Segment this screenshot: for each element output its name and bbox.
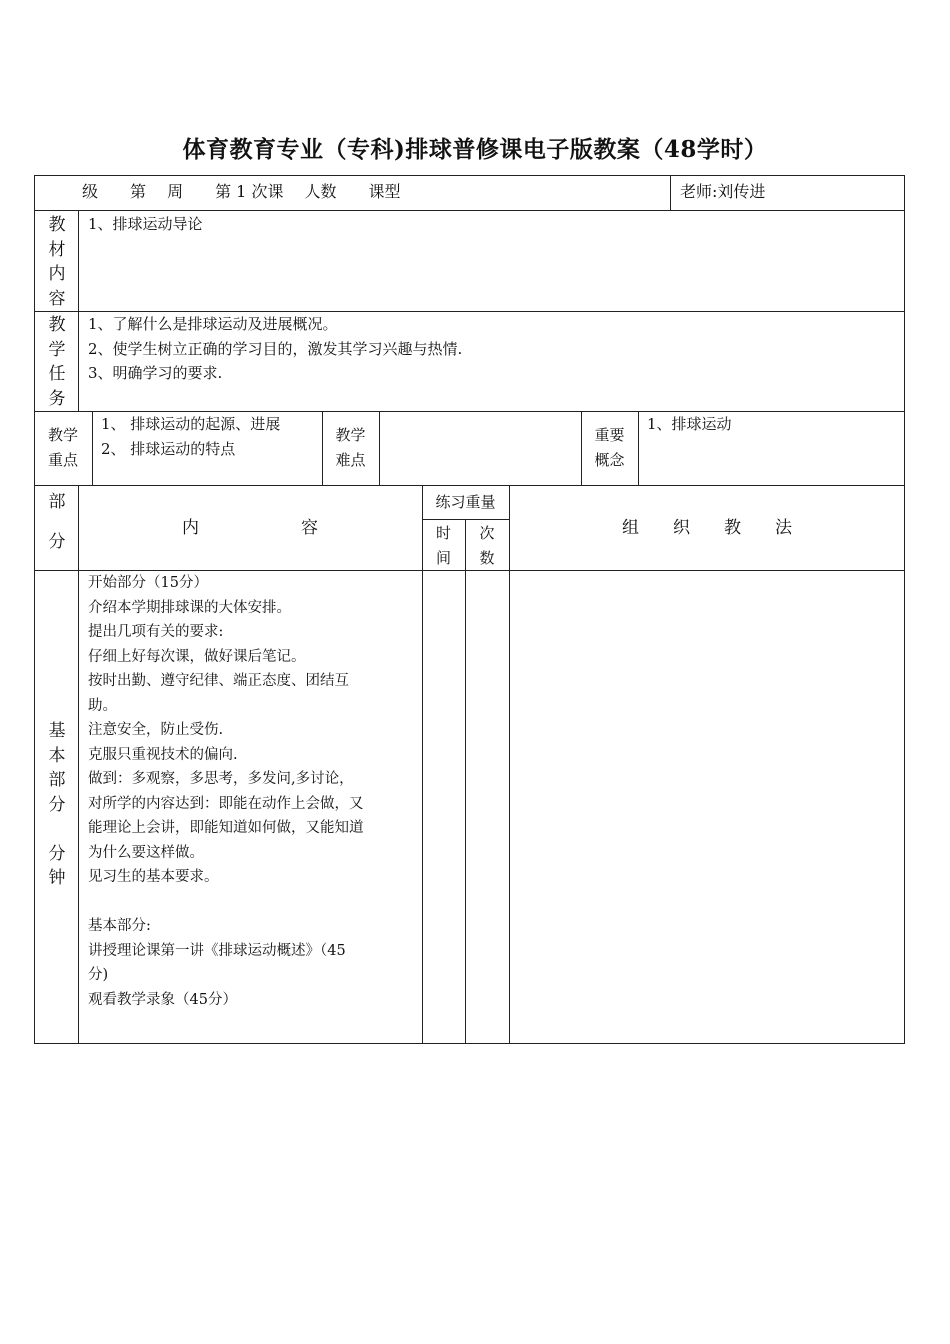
col-divider [92,411,93,485]
content-line: 介绍本学期排球课的大体安排。 [88,599,291,616]
col-divider [379,411,380,485]
task-item: 3、明确学习的要求. [88,364,223,382]
concept-text: 1、排球运动 [647,415,732,433]
content-line: 按时出勤、遵守纪律、端正态度、团结互 [88,673,349,689]
material-label: 教 材 内 容 [48,215,66,309]
content-line [88,890,364,915]
content-line: 讲授理论课第一讲《排球运动概述》（45 [88,942,346,959]
content-line: 提出几项有关的要求: [88,624,224,640]
count-header: 次 数 [479,524,495,567]
content-line: 克服只重视技术的偏向. [88,746,238,763]
row-divider [34,210,905,211]
method-header: 组 织 教 法 [622,518,792,538]
content-header: 内 容 [182,518,318,538]
content-line: 开始部分（15分） [88,575,208,591]
content-line: 为什么要这样做。 [88,844,204,861]
col-divider [638,411,639,485]
task-item: 2、使学生树立正确的学习目的，激发其学习兴趣与热情. [88,339,463,358]
task-label: 教 学 任 务 [48,315,66,409]
content-line: 观看教学录象（45分） [88,991,237,1008]
time-header: 时 间 [435,524,451,567]
task-item: 1、了解什么是排球运动及进展概况。 [88,315,338,333]
content-line: 对所学的内容达到：即能在动作上会做，又 [88,795,364,812]
document-title: 体育教育专业（专科)排球普修课电子版教案（48学时） [182,136,768,163]
content-line: 注意安全，防止受伤. [88,722,224,738]
class-info-fields: 级 第 周 第 1 次课 人数 课型 [82,182,401,201]
lesson-content [88,571,364,1012]
keypoints-list [101,412,280,461]
content-line: 见习生的基本要求。 [88,869,219,885]
col-divider [581,411,582,485]
content-line: 助。 [88,697,117,714]
keypoint-item: 1、 排球运动的起源、进展 [101,415,281,433]
keypoint-item: 2、 排球运动的特点 [101,439,236,458]
concept-label: 重要 概念 [594,426,625,469]
col-divider [322,411,323,485]
col-divider [78,485,79,1044]
content-line: 能理论上会讲，即能知道如何做，又能知道 [88,820,364,836]
content-line: 做到：多观察，多思考，多发问,多讨论， [88,771,354,787]
difficulty-label: 教学 难点 [335,426,366,469]
col-divider [670,175,671,210]
row-divider [34,485,905,486]
body-part-label: 基 本 部 分 分 钟 [48,721,66,888]
practice-weight-header: 练习重量 [435,493,496,511]
material-text: 1、排球运动导论 [88,215,203,233]
content-line: 基本部分: [88,918,151,934]
col-divider [509,485,510,1044]
content-line: 分) [88,967,109,983]
content-line: 仔细上好每次课，做好课后笔记。 [88,648,306,665]
teacher-name: 老师:刘传进 [680,182,766,201]
task-list [88,312,462,386]
keypoints-label: 教学 重点 [47,426,78,469]
part-header: 部 分 [48,492,66,552]
col-divider [465,519,466,1044]
col-divider [78,210,79,411]
